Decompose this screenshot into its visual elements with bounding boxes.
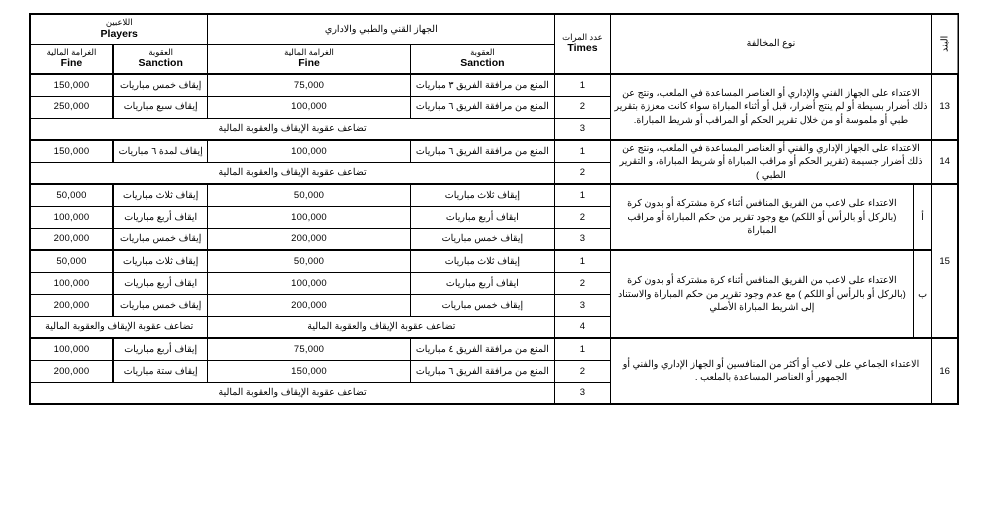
players-fine: 150,000 bbox=[30, 74, 113, 96]
times-count: 4 bbox=[555, 316, 611, 338]
header-item: البند bbox=[932, 14, 958, 74]
violation-description: الاعتداء على لاعب من الفريق المنافس أثناء كرة مشتركة أو بدون كرة (بالركل أو بالرأس أو اللكم) مع وجود تقرير من حكم المباراة أو مراقب المباراة bbox=[610, 184, 913, 250]
header-group-staff: الجهاز القني والطبي والاداري bbox=[208, 14, 555, 44]
times-count: 2 bbox=[555, 360, 611, 382]
sub-item-letter: أ bbox=[914, 184, 932, 250]
sanctions-table bbox=[29, 13, 959, 405]
staff-fine: 75,000 bbox=[208, 338, 410, 360]
players-fine: 50,000 bbox=[30, 250, 113, 272]
staff-sanction: ايقاف أربع مباريات bbox=[410, 206, 555, 228]
players-fine: 150,000 bbox=[30, 140, 113, 162]
players-sanction: إيقاف لمدة ٦ مباريات bbox=[113, 140, 208, 162]
item-number: 15 bbox=[932, 184, 958, 338]
times-count: 3 bbox=[555, 228, 611, 250]
staff-fine: 200,000 bbox=[208, 228, 410, 250]
times-count: 2 bbox=[555, 206, 611, 228]
times-count: 3 bbox=[555, 382, 611, 404]
staff-fine: 100,000 bbox=[208, 272, 410, 294]
staff-fine: 75,000 bbox=[208, 74, 410, 96]
table-row bbox=[30, 338, 958, 360]
item-number: 16 bbox=[932, 338, 958, 404]
staff-fine: 200,000 bbox=[208, 294, 410, 316]
staff-sanction: المنع من مرافقة الفريق ٦ مباريات bbox=[410, 96, 555, 118]
item-number: 14 bbox=[932, 140, 958, 184]
header-group-players bbox=[30, 14, 208, 44]
players-fine: 200,000 bbox=[30, 228, 113, 250]
header-times-en: Times bbox=[567, 42, 598, 55]
header-players-sanction-en: Sanction bbox=[138, 57, 183, 70]
times-count: 2 bbox=[555, 162, 611, 184]
violation-description: الاعتداء الجماعي على لاعب أو أكثر من المنافسين أو الجهاز الإداري والفني أو الجمهور أو العناصر المساعدة بالملعب . bbox=[610, 338, 931, 404]
players-fine: 200,000 bbox=[30, 360, 113, 382]
staff-sanction: المنع من مرافقة الفريق ٣ مباريات bbox=[410, 74, 555, 96]
staff-fine: 100,000 bbox=[208, 140, 410, 162]
header-staff-fine-ar: الغرامة المالية bbox=[284, 46, 334, 57]
table-row bbox=[30, 74, 958, 96]
doubling-note-players: تضاعف عقوبة الإيقاف والعقوبة المالية bbox=[30, 316, 208, 338]
players-sanction: إيقاف ثلاث مباريات bbox=[113, 250, 208, 272]
sub-item-letter: ب bbox=[914, 250, 932, 338]
staff-sanction: إيقاف ثلاث مباريات bbox=[410, 184, 555, 206]
header-players-fine bbox=[30, 44, 113, 74]
header-players-fine-ar: الغرامة المالية bbox=[46, 46, 97, 57]
header-times-ar: عدد المرات bbox=[562, 31, 603, 42]
players-sanction: إيقاف سبع مباريات bbox=[113, 96, 208, 118]
staff-fine: 50,000 bbox=[208, 184, 410, 206]
players-sanction: إيقاف خمس مباريات bbox=[113, 228, 208, 250]
header-staff-fine bbox=[208, 44, 410, 74]
players-sanction: إيقاف خمس مباريات bbox=[113, 294, 208, 316]
times-count: 3 bbox=[555, 294, 611, 316]
times-count: 2 bbox=[555, 96, 611, 118]
players-fine: 250,000 bbox=[30, 96, 113, 118]
header-violation-type: نوع المخالفة bbox=[610, 14, 931, 74]
players-fine: 100,000 bbox=[30, 338, 113, 360]
players-sanction: ايقاف أربع مباريات bbox=[113, 272, 208, 294]
header-times bbox=[555, 14, 611, 74]
times-count: 1 bbox=[555, 74, 611, 96]
table-head bbox=[30, 14, 958, 74]
doubling-note-staff: تضاعف عقوبة الإيقاف والعقوبة المالية bbox=[208, 316, 555, 338]
header-staff-fine-en: Fine bbox=[298, 57, 320, 70]
violation-description: الاعتداء على لاعب من الفريق المنافس أثناء كرة مشتركة أو بدون كرة (بالركل أو بالرأس أو اللكم ) مع عدم وجود تقرير من حكم المباراة والاستناد إلى اشريط المباراة الأصلي bbox=[610, 250, 913, 338]
violation-description: الاعتداء على الجهاز الفني والإداري أو العناصر المساعدة في الملعب، ونتج عن ذلك أضرار بسيطة أو لم ينتج أضرار، قبل أو أثناء المباراة سواء كانت معززة بتقرير طبي أو ملموسة أو من خلال تقرير الحكم أو المراقب أو شريط المباراة. bbox=[610, 74, 931, 140]
players-sanction: إيقاف ثلاث مباريات bbox=[113, 184, 208, 206]
header-staff-sanction bbox=[410, 44, 555, 74]
table-body bbox=[30, 74, 958, 404]
header-staff-sanction-ar: العقوبة bbox=[470, 46, 495, 57]
table-row bbox=[30, 140, 958, 162]
staff-fine: 150,000 bbox=[208, 360, 410, 382]
staff-sanction: إيقاف خمس مباريات bbox=[410, 294, 555, 316]
doubling-note: تضاعف عقوبة الإيقاف والعقوبة المالية bbox=[30, 162, 555, 184]
players-fine: 200,000 bbox=[30, 294, 113, 316]
header-row-groups bbox=[30, 14, 958, 44]
header-group-players-en: Players bbox=[100, 27, 138, 40]
violation-description: الاعتداء على الجهاز الإداري والفني أو العناصر المساعدة في الملعب، ونتج عن ذلك أضرار جسيمة (تقرير الحكم أو مراقب المباراة أو شريط المباراة، و التقرير الطبي ) bbox=[610, 140, 931, 184]
table-row bbox=[30, 250, 958, 272]
staff-sanction: المنع من مرافقة الفريق ٤ مباريات bbox=[410, 338, 555, 360]
item-number: 13 bbox=[932, 74, 958, 140]
times-count: 2 bbox=[555, 272, 611, 294]
times-count: 1 bbox=[555, 140, 611, 162]
staff-sanction: المنع من مرافقة الفريق ٦ مباريات bbox=[410, 140, 555, 162]
doubling-note: تضاعف عقوبة الإيقاف والعقوبة المالية bbox=[30, 118, 555, 140]
times-count: 1 bbox=[555, 338, 611, 360]
staff-fine: 100,000 bbox=[208, 206, 410, 228]
doubling-note: تضاعف عقوبة الإيقاف والعقوبة المالية bbox=[30, 382, 555, 404]
players-fine: 100,000 bbox=[30, 272, 113, 294]
table-row bbox=[30, 184, 958, 206]
players-sanction: إيقاف ستة مباريات bbox=[113, 360, 208, 382]
times-count: 3 bbox=[555, 118, 611, 140]
times-count: 1 bbox=[555, 250, 611, 272]
header-players-sanction-ar: العقوبة bbox=[148, 46, 174, 57]
staff-fine: 50,000 bbox=[208, 250, 410, 272]
players-sanction: إيقاف أربع مباريات bbox=[113, 338, 208, 360]
times-count: 1 bbox=[555, 184, 611, 206]
staff-fine: 100,000 bbox=[208, 96, 410, 118]
header-staff-sanction-en: Sanction bbox=[460, 57, 505, 70]
header-players-sanction bbox=[113, 44, 208, 74]
staff-sanction: المنع من مرافقة الفريق ٦ مباريات bbox=[410, 360, 555, 382]
players-fine: 50,000 bbox=[30, 184, 113, 206]
header-group-players-ar: اللاعبين bbox=[105, 17, 133, 28]
players-fine: 100,000 bbox=[30, 206, 113, 228]
staff-sanction: إيقاف خمس مباريات bbox=[410, 228, 555, 250]
players-sanction: ايقاف أربع مباريات bbox=[113, 206, 208, 228]
header-players-fine-en: Fine bbox=[60, 57, 83, 70]
staff-sanction: ايقاف أربع مباريات bbox=[410, 272, 555, 294]
staff-sanction: إيقاف ثلاث مباريات bbox=[410, 250, 555, 272]
players-sanction: إيقاف خمس مباريات bbox=[113, 74, 208, 96]
